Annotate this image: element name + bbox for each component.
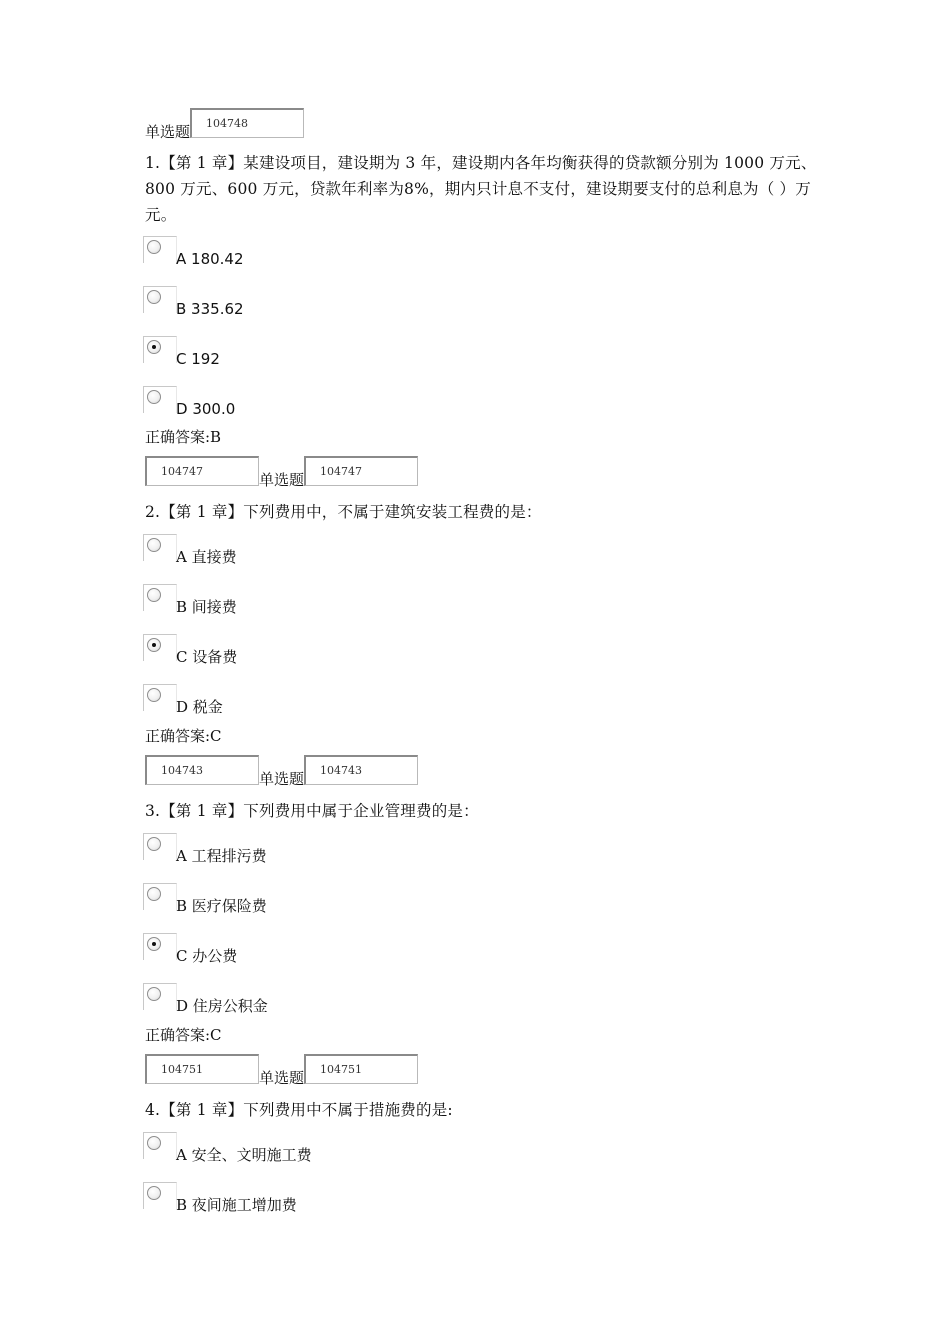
option-label: D 税金 [176,698,223,716]
radio-button[interactable] [147,538,161,552]
question-type-label: 单选题 [259,1069,305,1087]
option-label: A 工程排污费 [176,847,267,865]
option-label: B 医疗保险费 [176,897,267,915]
question-3-correct-answer: 正确答案:C [145,1026,222,1044]
question-type-label: 单选题 [259,471,305,489]
option-label: C 192 [176,350,220,368]
option-label: A 直接费 [176,548,237,566]
question-4-header [145,1054,418,1087]
question-id-field-after[interactable]: 104747 [304,456,418,486]
option-label: B 夜间施工增加费 [176,1196,297,1214]
radio-button[interactable] [147,588,161,602]
option-label: B 335.62 [176,300,244,318]
radio-button[interactable] [147,390,161,404]
question-2-text: 2.【第 1 章】下列费用中，不属于建筑安装工程费的是： [145,503,542,521]
radio-button-selected[interactable] [147,937,161,951]
option-label: C 设备费 [176,648,238,666]
question-3-text: 3.【第 1 章】下列费用中属于企业管理费的是： [145,802,479,820]
question-2-correct-answer: 正确答案:C [145,727,222,745]
option-label: A 180.42 [176,250,244,268]
question-id-field[interactable]: 104748 [190,108,304,138]
radio-button[interactable] [147,987,161,1001]
option-label: C 办公费 [176,947,238,965]
question-id-field-before[interactable]: 104747 [145,456,259,486]
question-2-header [145,456,418,489]
radio-button[interactable] [147,688,161,702]
option-label: B 间接费 [176,598,237,616]
question-id-field-after[interactable]: 104743 [304,755,418,785]
radio-button-selected[interactable] [147,340,161,354]
radio-button[interactable] [147,1186,161,1200]
question-type-label: 单选题 [259,770,305,788]
option-label: A 安全、文明施工费 [176,1146,312,1164]
question-1-correct-answer: 正确答案:B [145,428,222,446]
question-id-field-before[interactable]: 104751 [145,1054,259,1084]
question-type-label: 单选题 [145,123,191,141]
question-4-text: 4.【第 1 章】下列费用中不属于措施费的是: [145,1101,453,1119]
radio-button[interactable] [147,290,161,304]
option-label: D 300.0 [176,400,236,418]
question-3-header [145,755,418,788]
question-id-field-before[interactable]: 104743 [145,755,259,785]
question-id-field-after[interactable]: 104751 [304,1054,418,1084]
radio-button[interactable] [147,887,161,901]
radio-button[interactable] [147,1136,161,1150]
radio-button[interactable] [147,837,161,851]
radio-button-selected[interactable] [147,638,161,652]
option-label: D 住房公积金 [176,997,268,1015]
radio-button[interactable] [147,240,161,254]
question-1-text: 1.【第 1 章】某建设项目，建设期为 3 年，建设期内各年均衡获得的贷款额分别为 1000 万元、800 万元、600 万元，贷款年利率为8%，期内只计息不支付，建设期要支付的总利息为（ ）万元。 [145,154,817,224]
question-1-header [145,108,304,141]
